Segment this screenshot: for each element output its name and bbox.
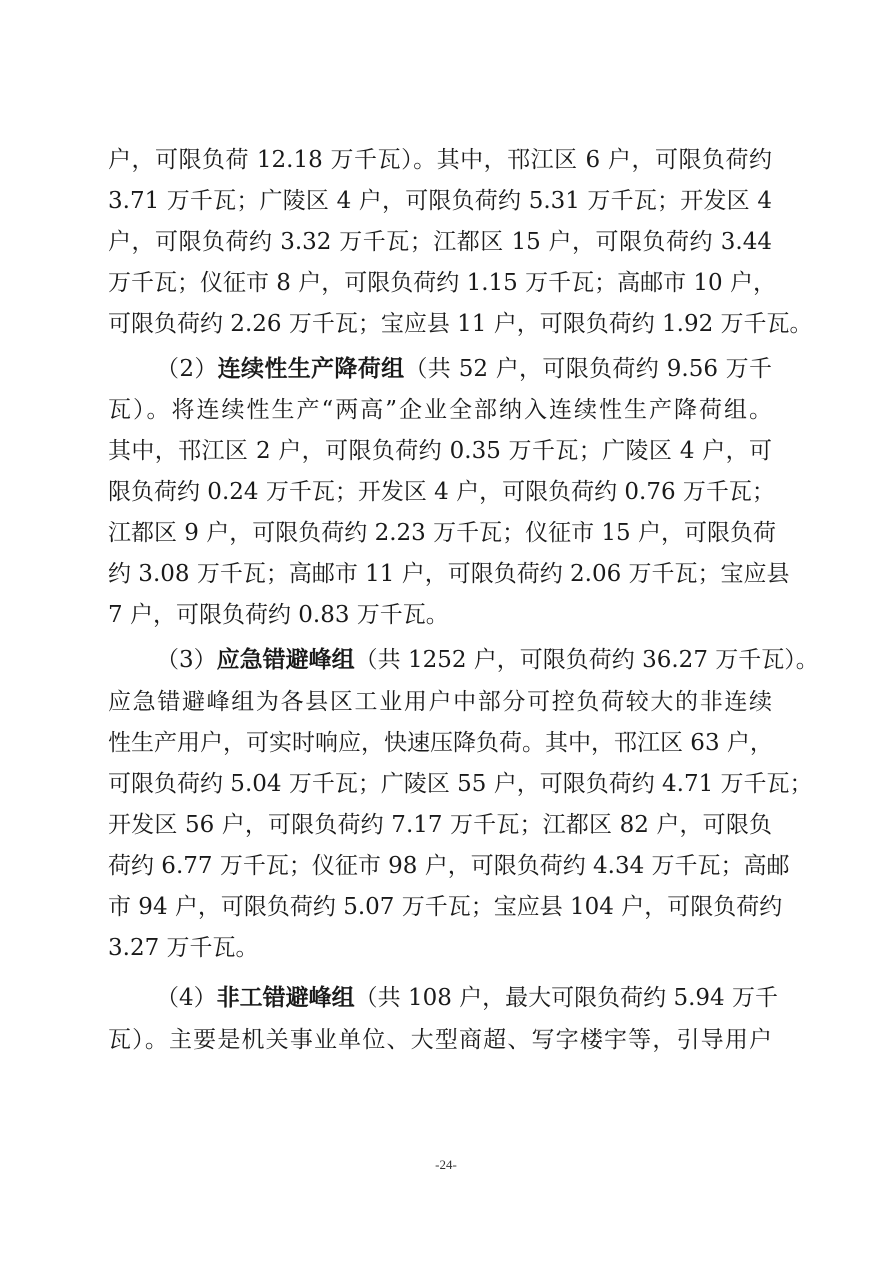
paragraph-line: 江都区 9 户，可限负荷约 2.23 万千瓦；仪征市 15 户，可限负荷 [108, 520, 776, 546]
paragraph-line: 户，可限负荷 12.18 万千瓦）。其中，邗江区 6 户，可限负荷约 [108, 147, 772, 173]
paragraph-line: 开发区 56 户，可限负荷约 7.17 万千瓦；江都区 82 户，可限负 [108, 812, 772, 838]
paragraph-line: 户，可限负荷约 3.32 万千瓦；江都区 15 户，可限负荷约 3.44 [108, 229, 772, 255]
paragraph-line: 其中，邗江区 2 户，可限负荷约 0.35 万千瓦；广陵区 4 户，可 [108, 438, 772, 464]
section-4-number: （4） [156, 985, 217, 1011]
paragraph-line: 市 94 户，可限负荷约 5.07 万千瓦；宝应县 104 户，可限负荷约 [108, 894, 783, 920]
section-3-number: （3） [156, 647, 217, 673]
section-3-heading: 应急错避峰组 [216, 646, 355, 673]
paragraph-line: 可限负荷约 2.26 万千瓦；宝应县 11 户，可限负荷约 1.92 万千瓦。 [108, 311, 813, 337]
paragraph-line: 荷约 6.77 万千瓦；仪征市 98 户，可限负荷约 4.34 万千瓦；高邮 [108, 853, 790, 879]
section-2-first-line [156, 349, 772, 389]
paragraph-line: 性生产用户，可实时响应，快速压降负荷。其中，邗江区 63 户， [108, 730, 773, 756]
section-4-heading: 非工错避峰组 [216, 984, 355, 1011]
section-4-intro: （共 108 户，最大可限负荷约 5.94 万千 [354, 985, 778, 1011]
paragraph-line: 3.27 万千瓦。 [108, 935, 259, 961]
section-2-number: （2） [156, 356, 218, 382]
paragraph-line: 3.71 万千瓦；广陵区 4 户，可限负荷约 5.31 万千瓦；开发区 4 [108, 188, 772, 214]
paragraph-line: 瓦）。主要是机关事业单位、大型商超、写字楼宇等，引导用户 [108, 1027, 772, 1053]
paragraph-line: 约 3.08 万千瓦；高邮市 11 户，可限负荷约 2.06 万千瓦；宝应县 [108, 561, 790, 587]
paragraph-line: 可限负荷约 5.04 万千瓦；广陵区 55 户，可限负荷约 4.71 万千瓦； [108, 771, 813, 797]
page-number: -24- [435, 1157, 457, 1172]
paragraph-line: 万千瓦；仪征市 8 户，可限负荷约 1.15 万千瓦；高邮市 10 户， [108, 270, 776, 296]
paragraph-line: 应急错避峰组为各县区工业用户中部分可控负荷较大的非连续 [108, 689, 772, 715]
section-2-heading: 连续性生产降荷组 [217, 355, 405, 382]
paragraph-line: 限负荷约 0.24 万千瓦；开发区 4 户，可限负荷约 0.76 万千瓦； [108, 479, 775, 505]
section-2-intro: （共 52 户，可限负荷约 9.56 万千 [404, 356, 772, 382]
section-3-intro: （共 1252 户，可限负荷约 36.27 万千瓦）。 [354, 647, 819, 673]
section-4-first-line [156, 978, 778, 1018]
paragraph-line: 瓦）。将连续性生产“两高”企业全部纳入连续性生产降荷组。 [108, 397, 772, 423]
section-3-first-line [156, 640, 819, 680]
paragraph-line: 7 户，可限负荷约 0.83 万千瓦。 [108, 602, 449, 628]
